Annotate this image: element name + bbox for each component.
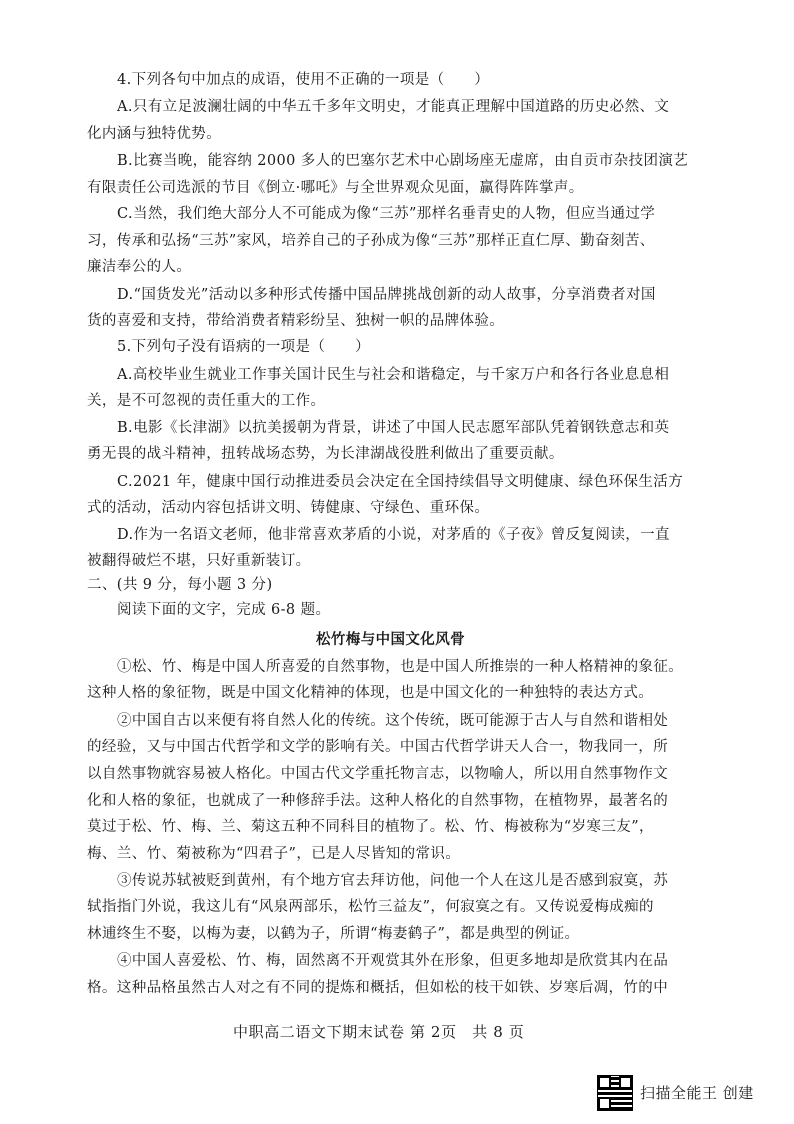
q5-option-d-cont: 被翻得破烂不堪，只好重新装订。 (87, 553, 311, 569)
passage-p1-line1: ①松、竹、梅是中国人所喜爱的自然事物，也是中国人所推崇的一种人格精神的象征。 (117, 659, 684, 675)
q4-option-a: A.只有立足波澜壮阔的中华五千多年文明史，才能真正理解中国道路的历史必然、文 (117, 99, 670, 115)
section2-heading: 二、(共 9 分，每小题 3 分) (87, 577, 273, 593)
passage-p2-line4: 化和人格的象征，也就成了一种修辞手法。这种人格化的自然事物，在植物界，最著名的 (87, 793, 669, 809)
passage-p4-line2: 格。这种品格虽然古人对之有不同的提炼和概括，但如松的枝干如铁、岁寒后凋，竹的中 (87, 980, 669, 996)
q4-option-a-cont: 化内涵与独特优势。 (87, 126, 222, 142)
q5-option-c: C.2021 年，健康中国行动推进委员会决定在全国持续倡导文明健康、绿色环保生活方 (117, 474, 684, 490)
q5-option-b: B.电影《长津湖》以抗美援朝为背景，讲述了中国人民志愿军部队凭着钢铁意志和英 (117, 420, 670, 436)
scanner-watermark: 扫描全能王 创建 (640, 1084, 754, 1102)
passage-p2-line6: 梅、兰、竹、菊被称为“四君子”，已是人尽皆知的常识。 (87, 846, 461, 862)
q5-option-c-cont: 式的活动，活动内容包括讲文明、铸健康、守绿色、重环保。 (87, 500, 490, 516)
section2-instruction: 阅读下面的文字，完成 6-8 题。 (117, 602, 331, 618)
q5-option-a: A.高校毕业生就业工作事关国计民生与社会和谐稳定，与千家万户和各行各业息息相 (117, 367, 670, 383)
q4-option-b-cont: 有限责任公司选派的节目《倒立·哪吒》与全世界观众见面，赢得阵阵掌声。 (87, 180, 584, 196)
q4-option-c: C.当然，我们绝大部分人不可能成为像“三苏”那样名垂青史的人物，但应当通过学 (117, 206, 656, 222)
q5-option-d: D.作为一名语文老师，他非常喜欢茅盾的小说，对茅盾的《子夜》曾反复阅读，一直 (117, 527, 670, 543)
q5-stem: 5.下列句子没有语病的一项是（ ） (117, 339, 371, 355)
q4-option-d: D.“国货发光”活动以多种形式传播中国品牌挑战创新的动人故事，分享消费者对国 (117, 287, 656, 303)
passage-p2-line5: 莫过于松、竹、梅、兰、菊这五种不同科目的植物了。松、竹、梅被称为“岁寒三友”， (87, 819, 654, 835)
passage-p2-line1: ②中国自古以来便有将自然人化的传统。这个传统，既可能源于古人与自然和谐相处 (117, 713, 669, 729)
q4-option-c-cont1: 习，传承和弘扬“三苏”家风，培养自己的子孙成为像“三苏”那样正直仁厚、勤奋刻苦、 (87, 233, 655, 249)
q4-option-c-cont2: 廉洁奉公的人。 (87, 259, 192, 275)
qr-code-icon (598, 1076, 632, 1110)
passage-p4-line1: ④中国人喜爱松、竹、梅，固然离不开观赏其外在形象，但更多地却是欣赏其内在品 (117, 953, 669, 969)
q4-option-b: B.比赛当晚，能容纳 2000 多人的巴塞尔艺术中心剧场座无虚席，由自贡市杂技团演艺 (117, 153, 689, 169)
passage-title: 松竹梅与中国文化风骨 (316, 631, 465, 648)
passage-p3-line1: ③传说苏轼被贬到黄州，有个地方官去拜访他，问他一个人在这儿是否感到寂寞，苏 (117, 873, 669, 889)
passage-p2-line3: 以自然事物就容易被人格化。中国古代文学重托物言志，以物喻人，所以用自然事物作文 (87, 766, 669, 782)
passage-p1-line2: 这种人格的象征物，既是中国文化精神的体现，也是中国文化的一种独特的表达方式。 (87, 685, 654, 701)
q4-stem: 4.下列各句中加点的成语，使用不正确的一项是（ ） (117, 72, 490, 88)
passage-p3-line2: 轼指指门外说，我这儿有“风泉两部乐，松竹三益友”，何寂寞之有。又传说爱梅成痴的 (87, 899, 654, 915)
page-footer: 中职高二语文下期末试卷 第 2页 共 8 页 (233, 1023, 525, 1041)
q5-option-a-cont: 关，是不可忽视的责任重大的工作。 (87, 393, 326, 409)
passage-p2-line2: 的经验，又与中国古代哲学和文学的影响有关。中国古代哲学讲天人合一，物我同一，所 (87, 739, 669, 755)
passage-p3-line3: 林逋终生不娶，以梅为妻，以鹤为子，所谓“梅妻鹤子”，都是典型的例证。 (87, 926, 580, 942)
q4-option-d-cont: 货的喜爱和支持，带给消费者精彩纷呈、独树一帜的品牌体验。 (87, 313, 505, 329)
q5-option-b-cont: 勇无畏的战斗精神，扭转战场态势，为长津湖战役胜利做出了重要贡献。 (87, 446, 564, 462)
